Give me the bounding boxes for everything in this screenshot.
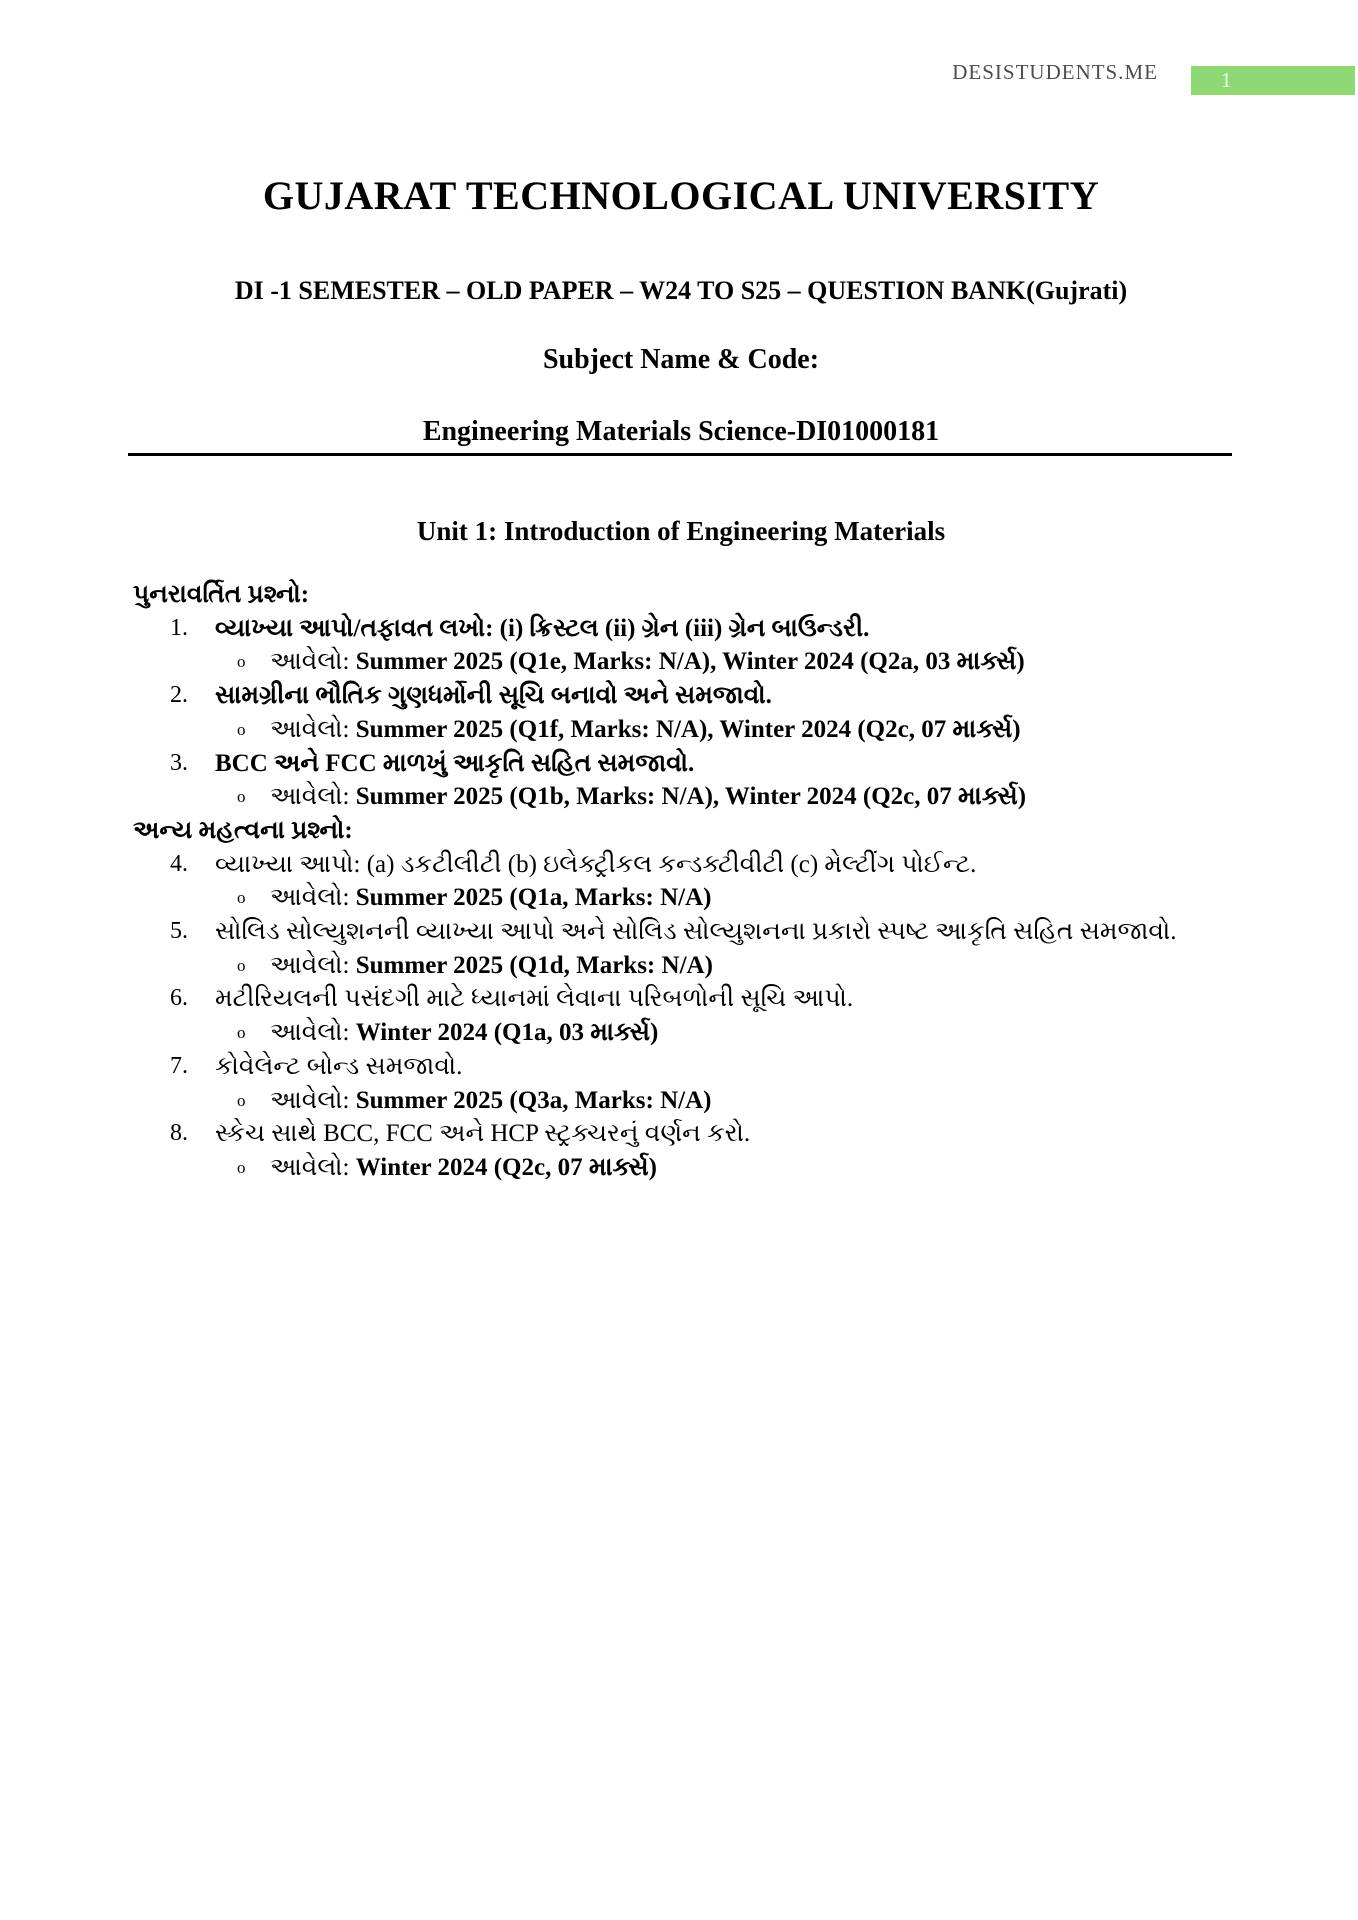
question-text: કોવેલેન્ટ બોન્ડ સમજાવો. — [215, 1052, 463, 1080]
circle-bullet-icon: o — [237, 652, 246, 672]
question-number: 6. — [170, 985, 188, 1012]
appeared-value: Summer 2025 (Q1e, Marks: N/A), Winter 2024 (Q2a, 03 માર્ક્સ) — [355, 648, 1025, 676]
appearance-row — [130, 1016, 1232, 1050]
appeared-value: Winter 2024 (Q2c, 07 માર્ક્સ) — [355, 1153, 657, 1181]
question-item — [130, 1050, 1232, 1084]
circle-bullet-icon: o — [237, 719, 246, 739]
circle-bullet-icon: o — [237, 1157, 246, 1177]
appeared-label: આવેલો: — [270, 884, 356, 912]
question-item — [130, 747, 1232, 781]
appeared-value: Summer 2025 (Q1a, Marks: N/A) — [355, 884, 712, 912]
circle-bullet-icon: o — [237, 888, 246, 908]
question-text: વ્યાખ્યા આપો: (a) ડકટીલીટી (b) ઇલેક્ટ્રીકલ કન્ડક્ટીવીટી (c) મેલ્ટીંગ પોઈન્ટ. — [215, 850, 977, 878]
question-item — [130, 679, 1232, 713]
appeared-value: Summer 2025 (Q3a, Marks: N/A) — [355, 1086, 712, 1114]
page-subtitle: DI -1 SEMESTER – OLD PAPER – W24 TO S25 – QUESTION BANK(Gujrati) — [234, 276, 1128, 305]
unit-heading: Unit 1: Introduction of Engineering Materials — [416, 516, 946, 546]
appeared-value: Summer 2025 (Q1d, Marks: N/A) — [355, 951, 713, 979]
appeared-value: Winter 2024 (Q1a, 03 માર્ક્સ) — [355, 1019, 659, 1047]
circle-bullet-icon: o — [237, 787, 246, 807]
appearance-row — [130, 645, 1232, 679]
question-item — [130, 612, 1232, 646]
appeared-value: Summer 2025 (Q1b, Marks: N/A), Winter 2024 (Q2c, 07 માર્ક્સ) — [355, 783, 1027, 811]
question-item — [130, 848, 1232, 882]
appeared-label: આવેલો: — [270, 1153, 356, 1181]
page-number: 1 — [1221, 68, 1232, 92]
circle-bullet-icon: o — [237, 1023, 246, 1043]
question-number: 5. — [170, 918, 188, 945]
appeared-label: આવેલો: — [270, 1019, 356, 1047]
document-content — [130, 0, 1232, 1920]
appearance-row — [130, 1084, 1232, 1118]
question-number: 7. — [170, 1052, 188, 1079]
appeared-label: આવેલો: — [270, 951, 356, 979]
appearance-row — [130, 949, 1232, 983]
appeared-label: આવેલો: — [270, 783, 356, 811]
question-list — [130, 578, 1232, 1185]
appearance-row — [130, 1151, 1232, 1185]
subject-name: Engineering Materials Science-DI01000181 — [422, 416, 940, 447]
question-text: સોલિડ સોલ્યુશનની વ્યાખ્યા આપો અને સોલિડ સોલ્યુશનના પ્રકારો સ્પષ્ટ આકૃતિ સહિત સમજાવો. — [215, 918, 1177, 946]
circle-bullet-icon: o — [237, 955, 246, 975]
question-text: સ્કેચ સાથે BCC, FCC અને HCP સ્ટ્રક્ચરનું વર્ણન કરો. — [215, 1120, 751, 1148]
circle-bullet-icon: o — [237, 1090, 246, 1110]
appeared-label: આવેલો: — [270, 648, 356, 676]
question-text: સામગ્રીના ભૌતિક ગુણધર્મોની સૂચિ બનાવો અને સમજાવો. — [215, 682, 772, 710]
page-title: GUJARAT TECHNOLOGICAL UNIVERSITY — [262, 173, 1100, 218]
appearance-row — [130, 713, 1232, 747]
appearance-row — [130, 780, 1232, 814]
appeared-label: આવેલો: — [270, 1086, 356, 1114]
question-number: 8. — [170, 1120, 188, 1147]
appearance-row — [130, 881, 1232, 915]
site-name: DESISTUDENTS.ME — [952, 60, 1158, 84]
question-number: 2. — [170, 682, 188, 709]
question-item — [130, 915, 1232, 949]
question-number: 3. — [170, 749, 188, 776]
section-heading: પુનરાવર્તિત પ્રશ્નો: — [133, 581, 310, 608]
question-item — [130, 1117, 1232, 1151]
question-text: વ્યાખ્યા આપો/તફાવત લખો: (i) ક્રિસ્ટલ (ii) ગ્રેન (iii) ગ્રેન બાઉન્ડરી. — [215, 614, 870, 642]
question-text: મટીરિયલની પસંદગી માટે ધ્યાનમાં લેવાના પરિબળોની સૂચિ આપો. — [215, 985, 854, 1013]
question-text: BCC અને FCC માળખું આકૃતિ સહિત સમજાવો. — [215, 749, 695, 777]
section-heading: અન્ય મહત્વના પ્રશ્નો: — [133, 816, 353, 844]
appeared-label: આવેલો: — [270, 715, 356, 743]
subject-label: Subject Name & Code: — [542, 344, 820, 375]
horizontal-rule — [128, 453, 1232, 456]
question-item — [130, 982, 1232, 1016]
question-number: 4. — [170, 850, 188, 877]
appeared-value: Summer 2025 (Q1f, Marks: N/A), Winter 2024 (Q2c, 07 માર્ક્સ) — [355, 715, 1021, 743]
question-number: 1. — [170, 614, 188, 641]
